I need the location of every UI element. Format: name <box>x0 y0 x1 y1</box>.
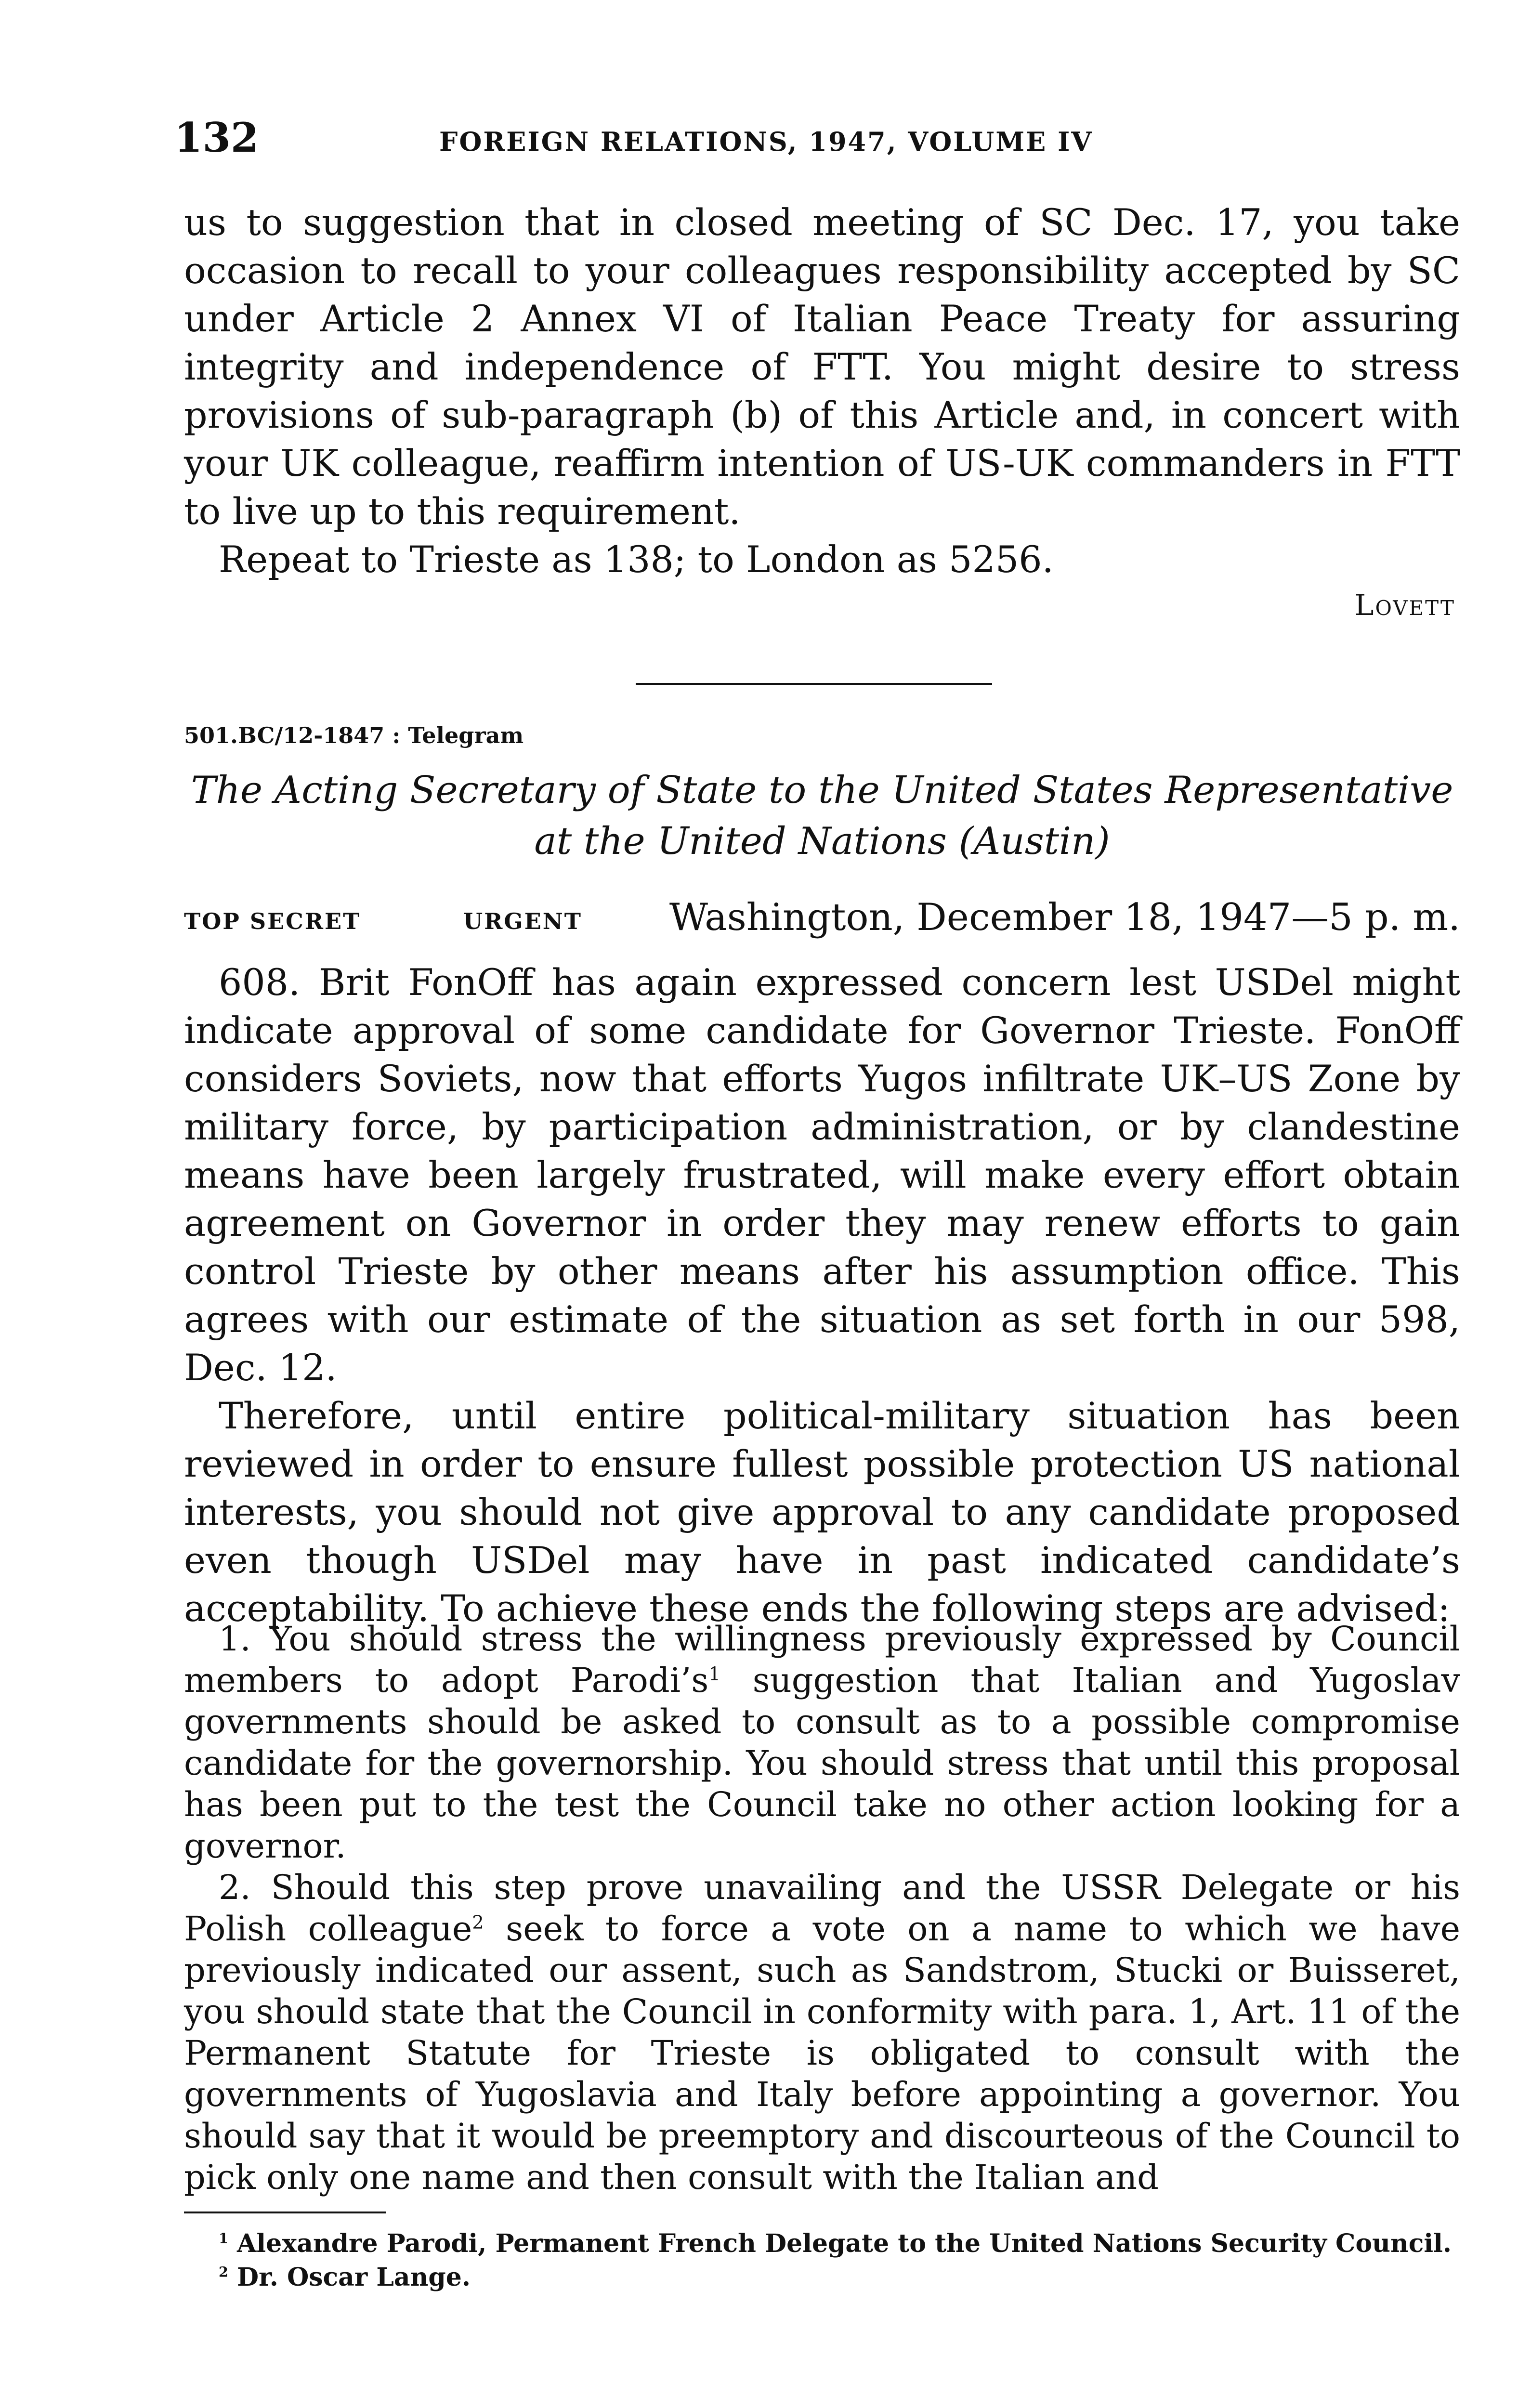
footnote-ref-1: 1 <box>708 1663 720 1685</box>
document-title: The Acting Secretary of State to the United States Representative at the United Nations (Austin) <box>191 769 1453 863</box>
footnote-1-mark: 1 <box>219 2230 228 2247</box>
footnote-2-mark: 2 <box>219 2264 228 2280</box>
file-reference: 501.BC/12-1847 : Telegram <box>184 722 524 748</box>
footnote-2 <box>184 2261 1460 2294</box>
advised-steps-list <box>184 1618 1460 2198</box>
repeat-instruction: Repeat to Trieste as 138; to London as 5256. <box>219 538 1054 581</box>
footnote-ref-2: 2 <box>472 1911 484 1934</box>
dateline: Washington, December 18, 1947—5 p. m. <box>669 896 1460 939</box>
running-head <box>174 114 1455 171</box>
classification-urgent: URGENT <box>463 908 582 934</box>
footnote-1 <box>184 2227 1460 2261</box>
telegram-body <box>184 958 1460 1633</box>
footnote-rule <box>184 2212 386 2213</box>
list-item-1-text-b: suggestion that Italian and Yugoslav governments should be asked to consult as to a possible compromise candidate for the governorship. You should stress that until this proposal has been put to the test the Council take no other action looking for a governor. <box>184 1661 1460 1866</box>
continued-telegram-text <box>184 198 1460 584</box>
telegram-header <box>184 896 1460 944</box>
footnote-2-text: Dr. Oscar Lange. <box>237 2263 471 2292</box>
footnotes <box>184 2227 1460 2294</box>
page-number: 132 <box>174 114 259 161</box>
running-head-title: FOREIGN RELATIONS, 1947, VOLUME IV <box>439 126 1093 157</box>
list-item-2-text-b: seek to force a vote on a name to which we have previously indicated our assent, such as Sandstrom, Stucki or Buisseret, you should state that the Council in conformity with para. 1, Art. 11 of the Permanent Statute for Trieste is obligated to consult with the governments of Yugoslavia and Italy before appointing a governor. You should say that it would be preemptory and discourteous of the Council to pick only one name and then consult with the Italian and <box>184 1909 1460 2197</box>
body-paragraph-1: 608. Brit FonOff has again expressed concern lest USDel might indicate approval of some candidate for Governor Trieste. FonOff considers Soviets, now that efforts Yugos infiltrate UK–US Zone by military force, by participation administration, or by clandestine means have been largely frustrated, will make every effort obtain agreement on Governor in order they may renew efforts to gain control Trieste by other means after his assumption office. This agrees with our estimate of the situation as set forth in our 598, Dec. 12. <box>184 961 1460 1389</box>
signature: Lovett <box>1354 589 1455 622</box>
list-item-1-text-a: 1. You should stress the willingness previously expressed by Council members to adopt Parodi’s <box>184 1619 1460 1700</box>
list-item-2-text-a: 2. Should this step prove unavailing and the USSR Delegate or his Polish colleague <box>184 1868 1460 1949</box>
footnote-1-text: Alexandre Parodi, Permanent French Delegate to the United Nations Security Council. <box>237 2229 1452 2258</box>
body-paragraph-2: Therefore, until entire political-military situation has been reviewed in order to ensure fullest possible protection US national interests, you should not give approval to any candidate proposed even though USDel may have in past indicated candidate’s acceptability. To achieve these ends the following steps are advised: <box>184 1394 1460 1630</box>
section-divider <box>636 683 992 685</box>
list-item-1 <box>184 1618 1460 1867</box>
classification-top-secret: TOP SECRET <box>184 908 361 934</box>
list-item-2 <box>184 1867 1460 2198</box>
continued-paragraph: us to suggestion that in closed meeting of SC Dec. 17, you take occasion to recall to your colleagues responsibility accepted by SC under Article 2 Annex VI of Italian Peace Treaty for assuring integrity and independence of FTT. You might desire to stress provisions of sub-paragraph (b) of this Article and, in concert with your UK colleague, reaffirm intention of US-UK commanders in FTT to live up to this requirement. <box>184 201 1460 533</box>
